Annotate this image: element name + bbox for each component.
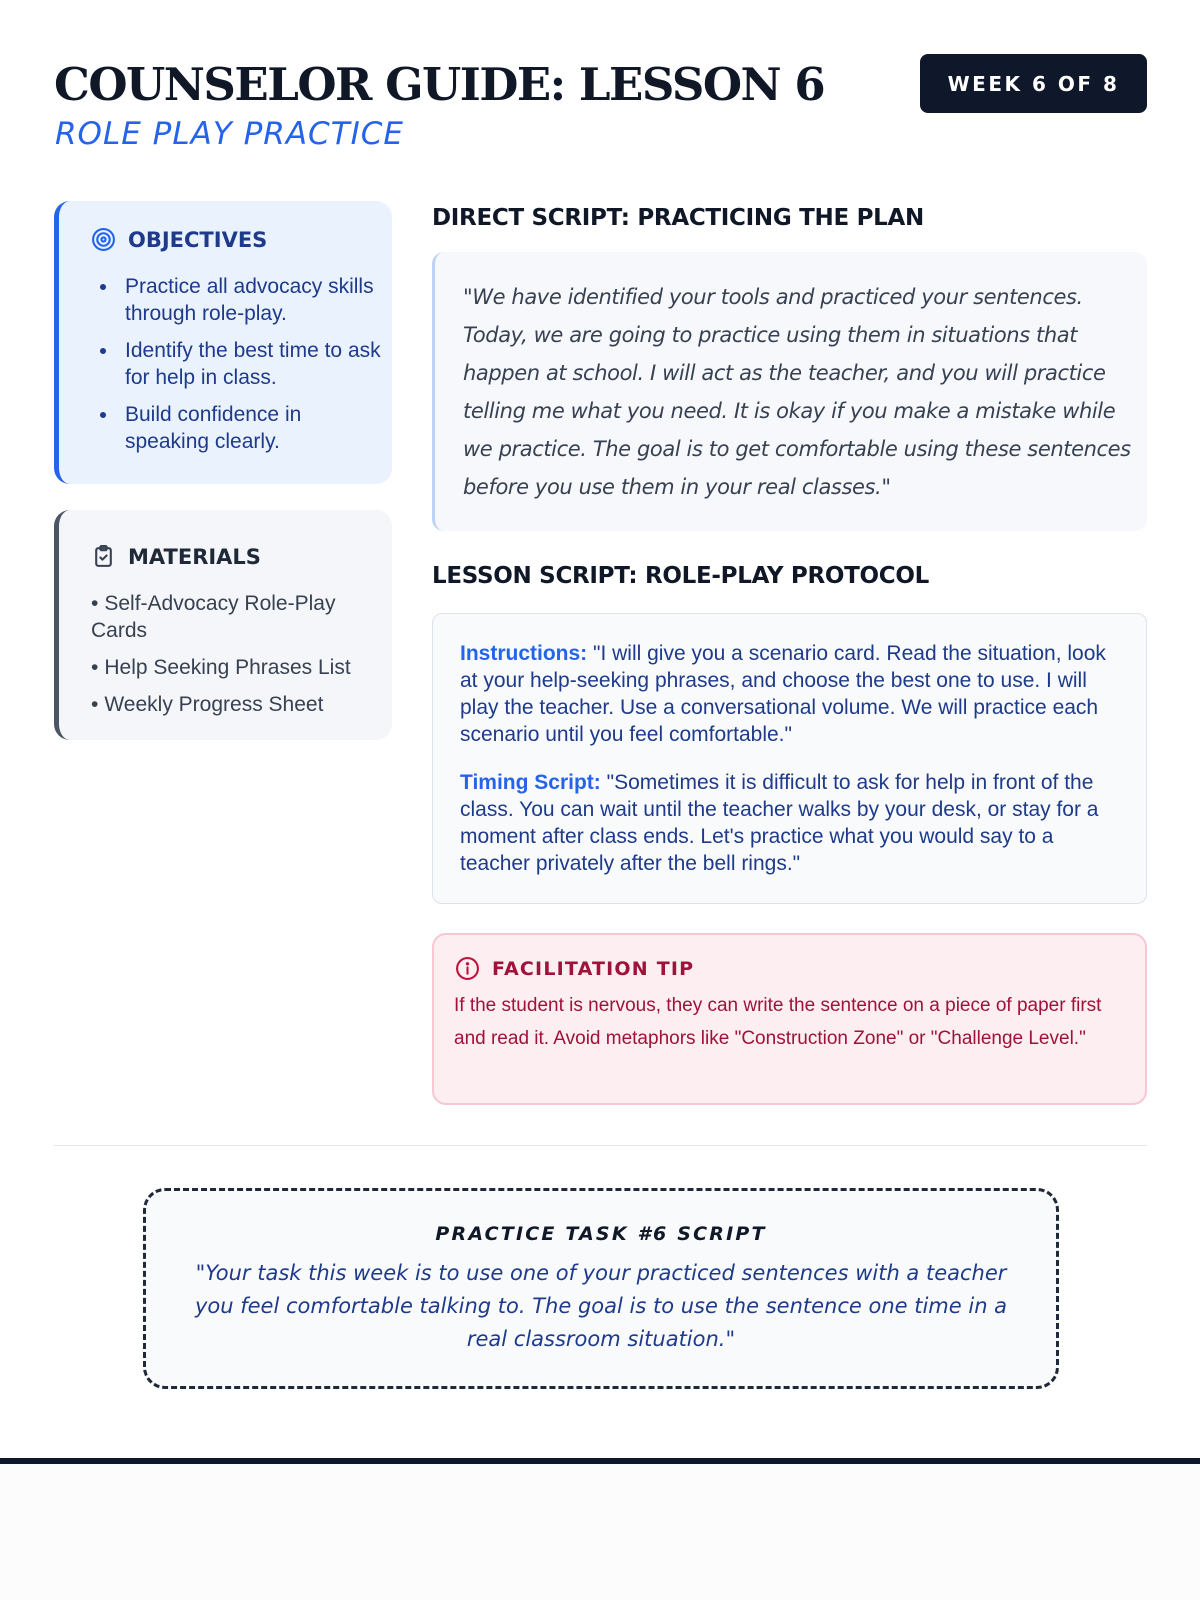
materials-list xyxy=(91,590,387,728)
instructions-text: "I will give you a scenario card. Read the situation, look at your help-seeking phrases, and choose the best one to use. I will play the teacher. Use a conversational volume. We will practice each scenario until you feel comfortable." xyxy=(460,642,1106,746)
section-divider xyxy=(54,1145,1147,1146)
objectives-list xyxy=(95,273,387,465)
timing-text: "Sometimes it is difficult to ask for help in front of the class. You can wait until the teacher walks by your desk, or stay for a moment after class ends. Let's practice what you would say to a teacher privately after the bell rings." xyxy=(460,771,1099,875)
material-label: Help Seeking Phrases List xyxy=(104,656,351,679)
bullet: • xyxy=(91,592,99,615)
facilitation-tip-heading: FACILITATION TIP xyxy=(492,957,695,980)
objectives-header xyxy=(91,227,267,252)
direct-script-quote: "We have identified your tools and practiced your sentences. Today, we are going to practice using them in situations that happen at school. I will act as the teacher, and you will practice telling me what you need. It is okay if you make a mistake while we practice. The goal is to get comfortable using these sentences before you use them in your real classes." xyxy=(463,285,1131,499)
protocol-box xyxy=(432,613,1147,904)
materials-header xyxy=(91,544,261,569)
material-label: Self-Advocacy Role-Play Cards xyxy=(91,592,336,642)
direct-script-heading: DIRECT SCRIPT: PRACTICING THE PLAN xyxy=(432,205,924,231)
bullet: • xyxy=(91,656,99,679)
instructions-label: Instructions: xyxy=(460,642,588,665)
materials-card xyxy=(54,510,392,740)
page-title: COUNSELOR GUIDE: LESSON 6 xyxy=(54,58,825,111)
page-subtitle: ROLE PLAY PRACTICE xyxy=(55,116,405,152)
facilitation-tip-header xyxy=(455,956,694,981)
lesson-script-heading: LESSON SCRIPT: ROLE-PLAY PROTOCOL xyxy=(432,563,929,589)
material-item xyxy=(91,654,387,681)
objectives-card xyxy=(54,201,392,484)
objective-item: Practice all advocacy skills through role-play. xyxy=(95,273,387,327)
direct-script-quote-box xyxy=(432,252,1147,531)
material-label: Weekly Progress Sheet xyxy=(104,693,324,716)
objective-item: Identify the best time to ask for help in class. xyxy=(95,337,387,391)
footer-area xyxy=(0,1464,1200,1600)
material-item xyxy=(91,590,387,644)
facilitation-tip-box xyxy=(432,933,1147,1105)
practice-task-title: PRACTICE TASK #6 SCRIPT xyxy=(435,1223,767,1245)
objectives-heading: OBJECTIVES xyxy=(128,227,268,252)
bullet: • xyxy=(91,693,99,716)
materials-heading: MATERIALS xyxy=(128,544,261,569)
practice-task-text: "Your task this week is to use one of your practiced sentences with a teacher you feel comfortable talking to. The goal is to use the sentence one time in a real classroom situation." xyxy=(194,1261,1008,1351)
timing-paragraph xyxy=(460,769,1122,877)
clipboard-check-icon xyxy=(91,544,116,569)
material-item xyxy=(91,691,387,718)
practice-task-box xyxy=(143,1188,1059,1389)
instructions-paragraph xyxy=(460,640,1122,748)
week-badge: WEEK 6 OF 8 xyxy=(920,54,1147,113)
facilitation-tip-text: If the student is nervous, they can write the sentence on a piece of paper first and read it. Avoid metaphors like "Construction Zone" or "Challenge Level." xyxy=(454,995,1102,1049)
timing-label: Timing Script: xyxy=(460,771,601,794)
objective-item: Build confidence in speaking clearly. xyxy=(95,401,387,455)
info-circle-icon xyxy=(455,956,480,981)
target-icon xyxy=(91,227,116,252)
